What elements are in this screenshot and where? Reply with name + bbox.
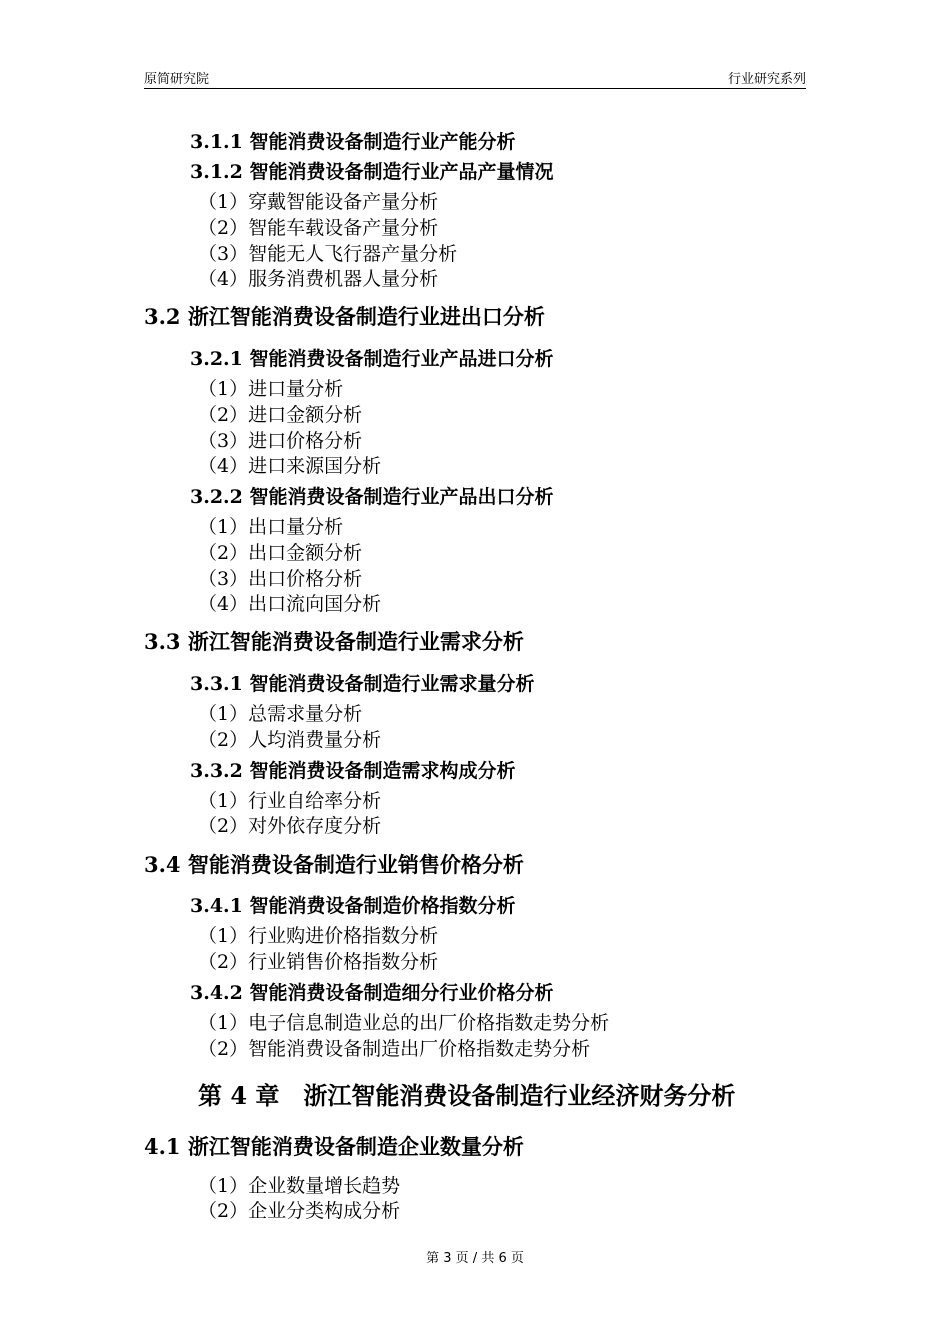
toc-entry: （1）企业数量增长趋势	[198, 1175, 401, 1197]
toc-entry: （1）穿戴智能设备产量分析	[198, 191, 439, 213]
page-number: 第 3 页 / 共 6 页	[426, 1251, 524, 1266]
toc-entry: （4）进口来源国分析	[198, 455, 382, 477]
toc-entry: （3）智能无人飞行器产量分析	[198, 243, 458, 265]
toc-entry: 3.4 智能消费设备制造行业销售价格分析	[144, 852, 524, 877]
toc-entry: 3.3.2 智能消费设备制造需求构成分析	[190, 760, 516, 782]
page-header	[144, 66, 806, 89]
toc-entry: 3.3.1 智能消费设备制造行业需求量分析	[190, 673, 535, 695]
toc-entry: （1）电子信息制造业总的出厂价格指数走势分析	[198, 1012, 610, 1034]
toc-entry: 3.1.1 智能消费设备制造行业产能分析	[190, 131, 516, 153]
toc-entry: 3.2.2 智能消费设备制造行业产品出口分析	[190, 486, 554, 508]
toc-entry: （4）服务消费机器人量分析	[198, 268, 439, 290]
header-org-name: 原简研究院	[144, 72, 210, 87]
toc-entry: 4.1 浙江智能消费设备制造企业数量分析	[144, 1134, 524, 1159]
toc-entry: （2）企业分类构成分析	[198, 1200, 401, 1222]
toc-entry: （1）出口量分析	[198, 516, 344, 538]
toc-entry: 3.4.2 智能消费设备制造细分行业价格分析	[190, 982, 554, 1004]
toc-entry: 3.3 浙江智能消费设备制造行业需求分析	[144, 629, 524, 654]
toc-entry: （2）行业销售价格指数分析	[198, 951, 439, 973]
toc-entry: （2）进口金额分析	[198, 404, 363, 426]
toc-entry: （1）行业购进价格指数分析	[198, 925, 439, 947]
toc-entry: （3）进口价格分析	[198, 430, 363, 452]
toc-entry: （3）出口价格分析	[198, 568, 363, 590]
toc-entry: （2）出口金额分析	[198, 542, 363, 564]
toc-entry: 3.1.2 智能消费设备制造行业产品产量情况	[190, 161, 554, 183]
chapter-heading: 第 4 章 浙江智能消费设备制造行业经济财务分析	[198, 1081, 736, 1110]
toc-entry: 3.2 浙江智能消费设备制造行业进出口分析	[144, 304, 545, 329]
toc-entry: （1）总需求量分析	[198, 703, 363, 725]
toc-entry: （1）进口量分析	[198, 378, 344, 400]
toc-entry: （1）行业自给率分析	[198, 790, 382, 812]
toc-entry: （2）人均消费量分析	[198, 729, 382, 751]
toc-entry: （2）智能车载设备产量分析	[198, 217, 439, 239]
toc-entry: （2）对外依存度分析	[198, 815, 382, 837]
header-series-name: 行业研究系列	[727, 72, 806, 87]
toc-entry: 3.2.1 智能消费设备制造行业产品进口分析	[190, 348, 554, 370]
toc-entry: （4）出口流向国分析	[198, 593, 382, 615]
toc-entry: （2）智能消费设备制造出厂价格指数走势分析	[198, 1038, 591, 1060]
toc-entry: 3.4.1 智能消费设备制造价格指数分析	[190, 895, 516, 917]
